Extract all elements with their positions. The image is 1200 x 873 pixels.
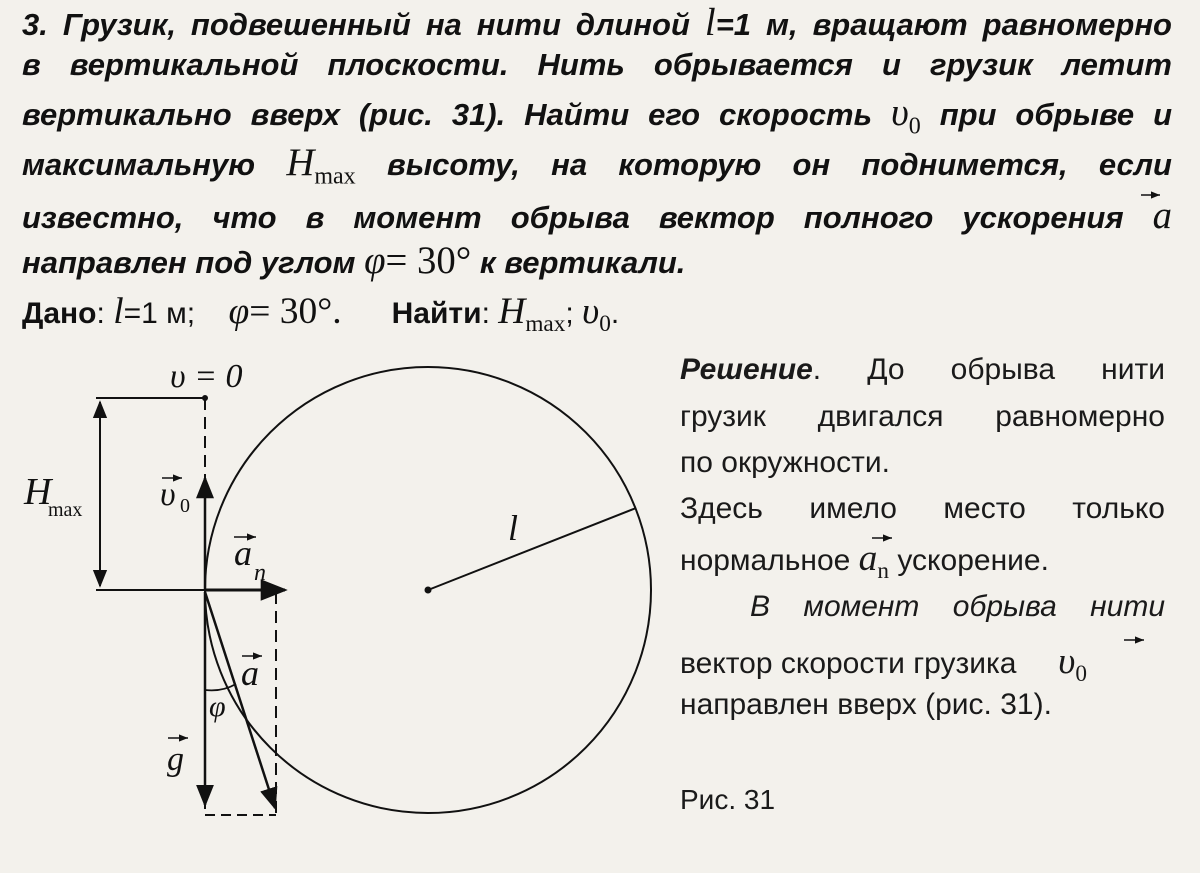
label-hmax-sub: max <box>48 499 83 521</box>
acceleration-vector-symbol: a <box>1152 194 1172 237</box>
figure-caption: Рис. 31 <box>680 784 776 815</box>
solution-line-1: Решение. До обрыва нити <box>680 353 1165 386</box>
solution-line-4: Здесь имело место только <box>680 492 1165 525</box>
normal-acceleration-symbol: $a_n$ <box>858 538 890 585</box>
solution-line-5: нормальное $a_n$ ускорение. <box>680 538 1049 585</box>
solution-title: Решение <box>680 353 813 386</box>
solution-line-3: по окружности. <box>680 446 890 479</box>
solution-line-8: направлен вверх (рис. 31). <box>680 688 1052 721</box>
problem-line-5: известно, что в момент обрыва вектор полного ускорения a <box>22 194 1172 237</box>
problem-line-6: направлен под углом φ= 30° к вертикали. <box>22 239 686 282</box>
problem-line-4: максимальную $H_{max}$ высоту, на которую он поднимется, если <box>22 141 1172 190</box>
label-l: l <box>508 508 519 548</box>
label-v0: υ <box>160 476 176 513</box>
initial-velocity-symbol: $\upsilon_0$ <box>1058 641 1088 688</box>
problem-line-2: в вертикальной плоскости. Нить обрывается и грузик летит <box>22 47 1172 82</box>
label-v0-sub: 0 <box>180 495 190 517</box>
label-hmax: H <box>24 471 52 513</box>
solution-line-2: грузик двигался равномерно <box>680 400 1165 433</box>
problem-line-3: вертикально вверх (рис. 31). Найти его скорость $\upsilon_0$ при обрыве и <box>22 91 1173 140</box>
label-g: g <box>167 741 184 778</box>
solution-line-6: В момент обрыва нити <box>750 590 1165 623</box>
problem-line-1: 3. Грузик, подвешенный на нити длиной l=1 м, вращают равномерно <box>22 1 1172 44</box>
label-a: a <box>241 653 259 693</box>
string-radius-line <box>428 508 636 590</box>
label-v-zero: υ = 0 <box>170 358 243 395</box>
label-an: a <box>234 533 252 573</box>
given-line: Дано: l=1 м; φ= 30°. Найти: $H_{max}$; $\upsilon_0$. <box>22 291 620 338</box>
label-an-sub: n <box>254 560 266 586</box>
solution-line-7: вектор скорости грузика $\upsilon_0$ <box>680 641 1088 688</box>
label-phi: φ <box>209 690 226 723</box>
